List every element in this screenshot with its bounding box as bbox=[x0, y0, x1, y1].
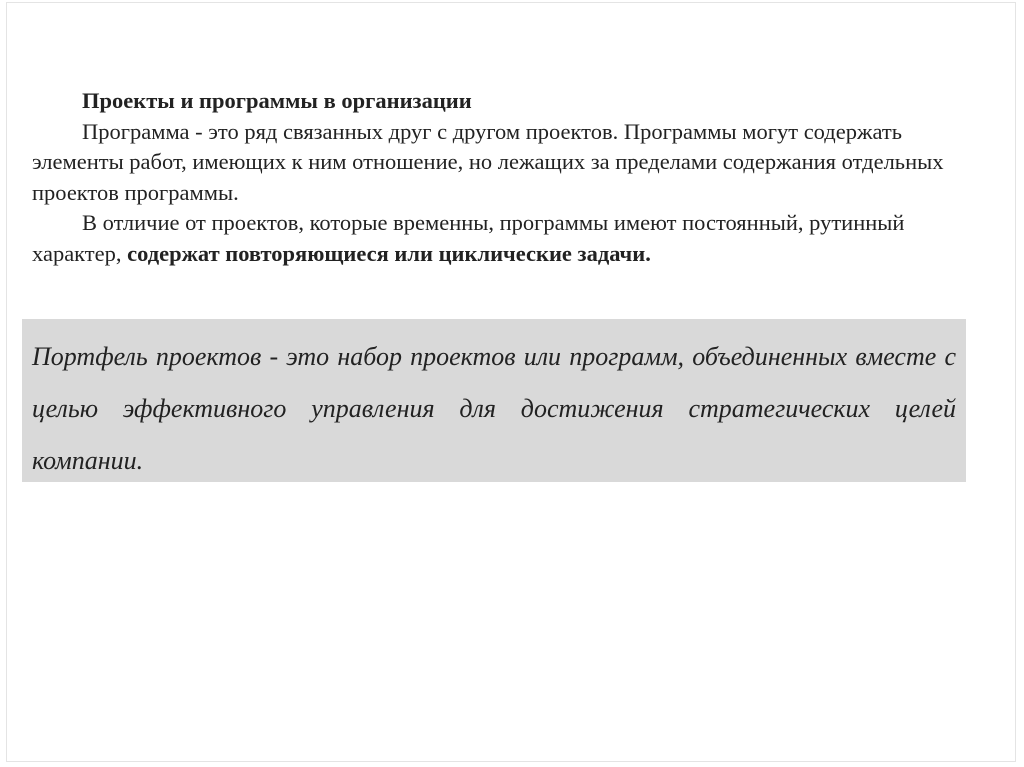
section-heading: Проекты и программы в организации bbox=[82, 88, 472, 113]
program-characteristics-paragraph bbox=[32, 208, 972, 269]
program-characteristics-bold-text: содержат повторяющиеся или циклические задачи. bbox=[127, 240, 651, 266]
body-text bbox=[32, 86, 972, 269]
portfolio-definition-text: Портфель проектов - это набор проектов или программ, объединенных вместе с целью эффективного управления для достижения стратегических целей компании. bbox=[32, 342, 956, 475]
program-characteristics-text: В отличие от проектов, которые временны, программы имеют постоянный, рутинный характер, bbox=[32, 210, 905, 266]
program-definition-paragraph: Программа - это ряд связанных друг с другом проектов. Программы могут содержать элементы работ, имеющих к ним отношение, но лежащих за пределами содержания отдельных проектов программы. bbox=[32, 118, 944, 205]
portfolio-definition-box bbox=[22, 319, 966, 482]
